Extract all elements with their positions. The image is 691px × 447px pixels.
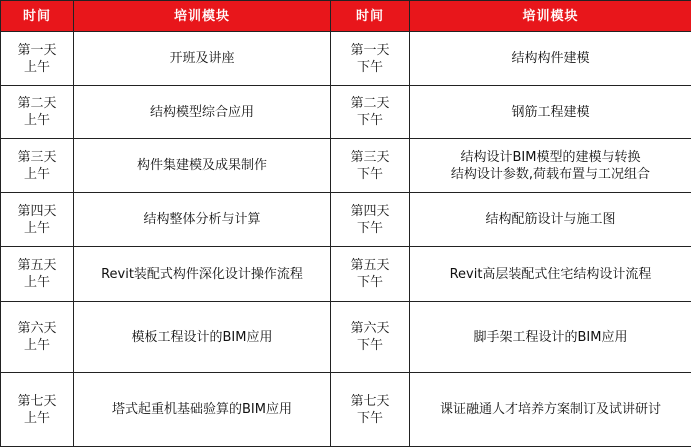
time-cell: 第四天 上午 [1,193,74,247]
time-cell: 第一天 下午 [331,32,410,86]
header-module-left: 培训模块 [74,1,331,32]
time-cell: 第四天 下午 [331,193,410,247]
module-cell: Revit高层装配式住宅结构设计流程 [410,247,691,302]
module-cell: 构件集建模及成果制作 [74,139,331,193]
module-cell: 模板工程设计的BIM应用 [74,302,331,373]
module-cell: 课证融通人才培养方案制订及试讲研讨 [410,373,691,447]
time-cell: 第五天 上午 [1,247,74,302]
header-row [1,1,691,32]
time-cell: 第六天 下午 [331,302,410,373]
module-cell: 结构整体分析与计算 [74,193,331,247]
time-cell: 第二天 上午 [1,86,74,139]
table-row [1,139,691,193]
time-cell: 第七天 下午 [331,373,410,447]
table-row [1,193,691,247]
module-cell: 结构设计BIM模型的建模与转换 结构设计参数,荷载布置与工况组合 [410,139,691,193]
time-cell: 第一天 上午 [1,32,74,86]
module-cell: 结构配筋设计与施工图 [410,193,691,247]
table-row [1,373,691,447]
module-cell: Revit装配式构件深化设计操作流程 [74,247,331,302]
time-cell: 第五天 下午 [331,247,410,302]
time-cell: 第三天 上午 [1,139,74,193]
time-cell: 第七天 上午 [1,373,74,447]
table-row [1,86,691,139]
time-cell: 第三天 下午 [331,139,410,193]
time-cell: 第二天 下午 [331,86,410,139]
table-row [1,32,691,86]
header-module-right: 培训模块 [410,1,691,32]
table-row [1,247,691,302]
module-cell: 结构构件建模 [410,32,691,86]
header-time-right: 时间 [331,1,410,32]
table-row [1,302,691,373]
module-cell: 塔式起重机基础验算的BIM应用 [74,373,331,447]
module-cell: 结构模型综合应用 [74,86,331,139]
module-cell: 钢筋工程建模 [410,86,691,139]
header-time-left: 时间 [1,1,74,32]
time-cell: 第六天 上午 [1,302,74,373]
module-cell: 脚手架工程设计的BIM应用 [410,302,691,373]
module-cell: 开班及讲座 [74,32,331,86]
